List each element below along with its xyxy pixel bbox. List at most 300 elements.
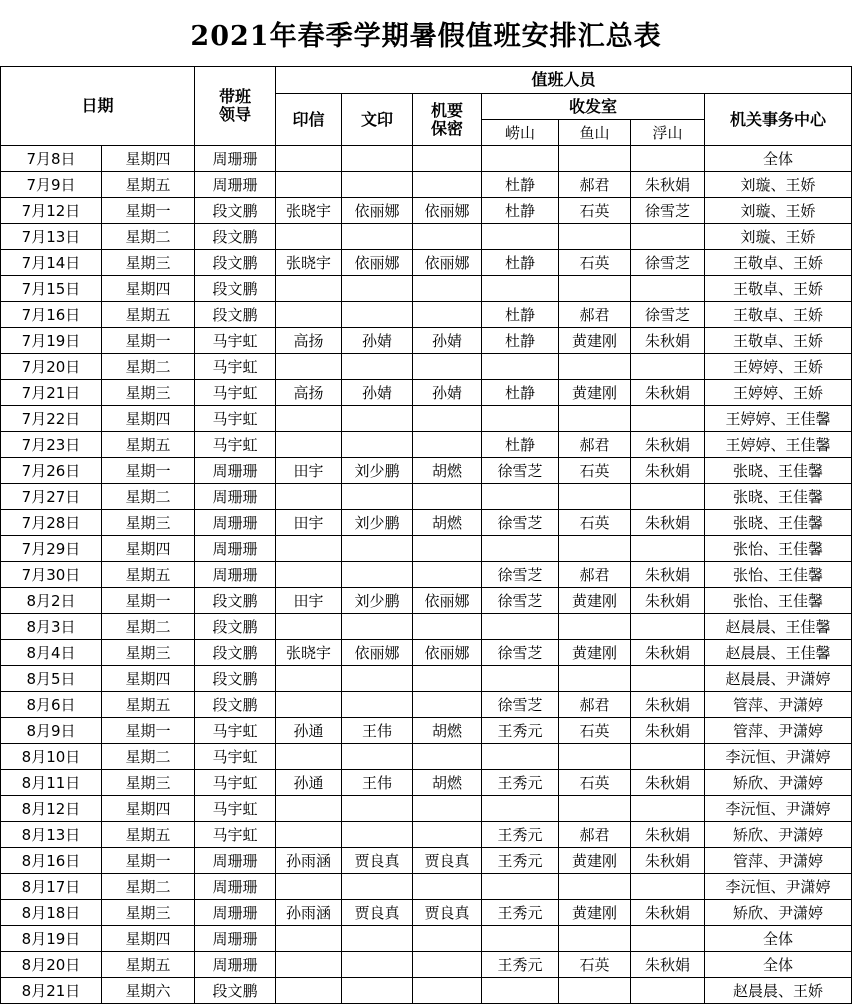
laoshan-cell — [482, 926, 559, 952]
wenyin-cell — [342, 926, 413, 952]
wenyin-cell — [342, 952, 413, 978]
fushan-cell: 朱秋娟 — [631, 172, 705, 198]
jiyao-cell — [413, 744, 482, 770]
jiyao-cell: 贾良真 — [413, 900, 482, 926]
wenyin-cell — [342, 146, 413, 172]
leader-cell: 段文鹏 — [195, 588, 276, 614]
wenyin-cell — [342, 354, 413, 380]
laoshan-cell — [482, 406, 559, 432]
date-header: 日期 — [1, 67, 195, 146]
fushan-cell — [631, 484, 705, 510]
leader-cell: 马宇虹 — [195, 380, 276, 406]
fushan-cell: 朱秋娟 — [631, 822, 705, 848]
jiyao-cell — [413, 952, 482, 978]
jiguan-cell: 王婷婷、王佳馨 — [705, 406, 852, 432]
wenyin-cell — [342, 276, 413, 302]
table-row — [1, 796, 852, 822]
laoshan-cell: 徐雪芝 — [482, 640, 559, 666]
weekday-cell: 星期四 — [102, 406, 195, 432]
yushan-cell: 石英 — [559, 250, 631, 276]
wenyin-cell — [342, 666, 413, 692]
jiguan-cell: 王敬卓、王娇 — [705, 250, 852, 276]
laoshan-cell — [482, 354, 559, 380]
jiyao-cell — [413, 796, 482, 822]
jiyao-cell: 贾良真 — [413, 848, 482, 874]
wenyin-cell — [342, 562, 413, 588]
jiguan-cell: 矫欣、尹潇婷 — [705, 822, 852, 848]
date-cell: 8月19日 — [1, 926, 102, 952]
yushan-cell: 郝君 — [559, 562, 631, 588]
jiguan-cell: 王敬卓、王娇 — [705, 276, 852, 302]
leader-cell: 马宇虹 — [195, 770, 276, 796]
leader-cell: 马宇虹 — [195, 822, 276, 848]
jiguan-cell: 张晓、王佳馨 — [705, 458, 852, 484]
weekday-cell: 星期三 — [102, 640, 195, 666]
weekday-cell: 星期一 — [102, 848, 195, 874]
yushan-cell: 石英 — [559, 952, 631, 978]
wenyin-cell — [342, 536, 413, 562]
leader-cell: 段文鹏 — [195, 224, 276, 250]
yushan-header: 鱼山 — [559, 120, 631, 146]
jiyao-header — [413, 94, 482, 146]
yinxin-cell: 张晓宇 — [276, 198, 342, 224]
laoshan-cell — [482, 796, 559, 822]
jiyao-cell: 依丽娜 — [413, 198, 482, 224]
laoshan-header: 崂山 — [482, 120, 559, 146]
yinxin-cell: 田宇 — [276, 510, 342, 536]
fushan-cell — [631, 614, 705, 640]
yushan-cell — [559, 666, 631, 692]
date-cell: 7月21日 — [1, 380, 102, 406]
date-cell: 8月11日 — [1, 770, 102, 796]
weekday-cell: 星期三 — [102, 250, 195, 276]
jiguan-cell: 矫欣、尹潇婷 — [705, 770, 852, 796]
date-cell: 8月6日 — [1, 692, 102, 718]
weekday-cell: 星期五 — [102, 952, 195, 978]
date-cell: 8月10日 — [1, 744, 102, 770]
wenyin-cell: 依丽娜 — [342, 640, 413, 666]
leader-cell: 马宇虹 — [195, 718, 276, 744]
fushan-cell — [631, 926, 705, 952]
laoshan-cell — [482, 614, 559, 640]
jiguan-cell: 全体 — [705, 146, 852, 172]
wenyin-cell — [342, 614, 413, 640]
table-row — [1, 692, 852, 718]
yinxin-cell — [276, 406, 342, 432]
fushan-cell — [631, 744, 705, 770]
wenyin-cell — [342, 406, 413, 432]
date-cell: 8月12日 — [1, 796, 102, 822]
yinxin-cell — [276, 744, 342, 770]
laoshan-cell: 王秀元 — [482, 952, 559, 978]
table-row — [1, 406, 852, 432]
fushan-cell: 徐雪芝 — [631, 302, 705, 328]
yinxin-cell — [276, 978, 342, 1004]
date-cell: 7月15日 — [1, 276, 102, 302]
leader-cell: 周珊珊 — [195, 458, 276, 484]
yinxin-cell: 田宇 — [276, 458, 342, 484]
table-row — [1, 588, 852, 614]
table-row — [1, 380, 852, 406]
yinxin-cell — [276, 926, 342, 952]
fushan-cell: 朱秋娟 — [631, 952, 705, 978]
weekday-cell: 星期五 — [102, 822, 195, 848]
jiyao-cell: 依丽娜 — [413, 250, 482, 276]
weekday-cell: 星期六 — [102, 978, 195, 1004]
yinxin-cell — [276, 614, 342, 640]
fushan-cell: 徐雪芝 — [631, 250, 705, 276]
weekday-cell: 星期五 — [102, 172, 195, 198]
leader-cell: 段文鹏 — [195, 640, 276, 666]
date-cell: 7月30日 — [1, 562, 102, 588]
table-row — [1, 952, 852, 978]
jiguan-cell: 张怡、王佳馨 — [705, 536, 852, 562]
fushan-cell: 朱秋娟 — [631, 380, 705, 406]
jiyao-cell — [413, 978, 482, 1004]
yinxin-cell — [276, 146, 342, 172]
laoshan-cell — [482, 978, 559, 1004]
jiyao-cell: 胡燃 — [413, 458, 482, 484]
weekday-cell: 星期一 — [102, 458, 195, 484]
table-row — [1, 978, 852, 1004]
staff-header: 值班人员 — [276, 67, 852, 94]
jiyao-cell — [413, 562, 482, 588]
fushan-cell: 朱秋娟 — [631, 770, 705, 796]
weekday-cell: 星期五 — [102, 302, 195, 328]
yushan-cell: 黄建刚 — [559, 328, 631, 354]
laoshan-cell — [482, 666, 559, 692]
wenyin-cell — [342, 224, 413, 250]
leader-cell: 段文鹏 — [195, 250, 276, 276]
jiyao-cell: 孙婧 — [413, 328, 482, 354]
laoshan-cell: 徐雪芝 — [482, 458, 559, 484]
wenyin-cell — [342, 978, 413, 1004]
jiguan-cell: 全体 — [705, 952, 852, 978]
laoshan-cell: 杜静 — [482, 250, 559, 276]
yinxin-cell — [276, 302, 342, 328]
weekday-cell: 星期二 — [102, 744, 195, 770]
yinxin-cell: 张晓宇 — [276, 250, 342, 276]
table-row — [1, 458, 852, 484]
leader-cell: 周珊珊 — [195, 848, 276, 874]
yushan-cell — [559, 536, 631, 562]
date-cell: 7月14日 — [1, 250, 102, 276]
weekday-cell: 星期三 — [102, 900, 195, 926]
yushan-cell — [559, 224, 631, 250]
jiyao-cell — [413, 926, 482, 952]
wenyin-cell: 刘少鹏 — [342, 458, 413, 484]
fushan-cell: 朱秋娟 — [631, 848, 705, 874]
yinxin-cell: 孙雨涵 — [276, 848, 342, 874]
fushan-cell — [631, 276, 705, 302]
jiguan-cell: 张晓、王佳馨 — [705, 484, 852, 510]
wenyin-cell — [342, 302, 413, 328]
laoshan-cell — [482, 146, 559, 172]
wenyin-cell: 依丽娜 — [342, 198, 413, 224]
wenyin-cell — [342, 432, 413, 458]
table-row — [1, 510, 852, 536]
jiyao-cell: 胡燃 — [413, 510, 482, 536]
table-row — [1, 172, 852, 198]
weekday-cell: 星期四 — [102, 146, 195, 172]
table-row — [1, 640, 852, 666]
leader-cell: 周珊珊 — [195, 536, 276, 562]
weekday-cell: 星期五 — [102, 432, 195, 458]
jiguan-cell: 刘璇、王娇 — [705, 224, 852, 250]
date-cell: 7月19日 — [1, 328, 102, 354]
date-cell: 8月3日 — [1, 614, 102, 640]
leader-cell: 周珊珊 — [195, 562, 276, 588]
yushan-cell: 石英 — [559, 510, 631, 536]
jiguan-cell: 张怡、王佳馨 — [705, 562, 852, 588]
yushan-cell: 郝君 — [559, 172, 631, 198]
table-row — [1, 848, 852, 874]
yushan-cell: 黄建刚 — [559, 380, 631, 406]
jiguan-cell: 李沅恒、尹潇婷 — [705, 796, 852, 822]
jiguan-cell: 刘璇、王娇 — [705, 172, 852, 198]
date-cell: 7月29日 — [1, 536, 102, 562]
table-row — [1, 926, 852, 952]
date-cell: 7月22日 — [1, 406, 102, 432]
yinxin-cell — [276, 822, 342, 848]
jiyao-cell — [413, 146, 482, 172]
yinxin-cell: 高扬 — [276, 328, 342, 354]
wenyin-cell — [342, 172, 413, 198]
weekday-cell: 星期二 — [102, 874, 195, 900]
yinxin-cell — [276, 484, 342, 510]
wenyin-cell: 刘少鹏 — [342, 588, 413, 614]
yushan-cell — [559, 276, 631, 302]
fushan-cell: 朱秋娟 — [631, 562, 705, 588]
leader-cell: 周珊珊 — [195, 952, 276, 978]
leader-cell: 周珊珊 — [195, 484, 276, 510]
leader-cell: 马宇虹 — [195, 796, 276, 822]
header-row-1 — [1, 67, 852, 94]
laoshan-cell: 王秀元 — [482, 770, 559, 796]
jiguan-cell: 赵晨晨、王娇 — [705, 978, 852, 1004]
jiyao-cell: 孙婧 — [413, 380, 482, 406]
date-cell: 7月8日 — [1, 146, 102, 172]
fushan-cell — [631, 874, 705, 900]
leader-cell: 段文鹏 — [195, 276, 276, 302]
jiyao-cell — [413, 874, 482, 900]
date-cell: 7月13日 — [1, 224, 102, 250]
yinxin-cell — [276, 172, 342, 198]
yinxin-cell — [276, 276, 342, 302]
jiyao-cell — [413, 822, 482, 848]
table-row — [1, 770, 852, 796]
jiguan-cell: 王敬卓、王娇 — [705, 302, 852, 328]
shoufa-header: 收发室 — [482, 94, 705, 120]
leader-cell: 段文鹏 — [195, 978, 276, 1004]
weekday-cell: 星期一 — [102, 198, 195, 224]
jiguan-cell: 全体 — [705, 926, 852, 952]
leader-cell: 马宇虹 — [195, 328, 276, 354]
yushan-cell: 黄建刚 — [559, 588, 631, 614]
page-title: 2021年春季学期暑假值班安排汇总表 — [190, 20, 662, 52]
fushan-cell — [631, 666, 705, 692]
wenyin-cell: 刘少鹏 — [342, 510, 413, 536]
fushan-cell: 朱秋娟 — [631, 900, 705, 926]
laoshan-cell: 杜静 — [482, 432, 559, 458]
yushan-cell — [559, 796, 631, 822]
laoshan-cell: 杜静 — [482, 302, 559, 328]
laoshan-cell: 王秀元 — [482, 848, 559, 874]
fushan-header: 浮山 — [631, 120, 705, 146]
yushan-cell: 石英 — [559, 718, 631, 744]
jiyao-cell: 依丽娜 — [413, 640, 482, 666]
wenyin-cell — [342, 744, 413, 770]
fushan-cell — [631, 796, 705, 822]
leader-cell: 周珊珊 — [195, 874, 276, 900]
jiyao-cell — [413, 406, 482, 432]
weekday-cell: 星期二 — [102, 354, 195, 380]
weekday-cell: 星期四 — [102, 536, 195, 562]
laoshan-cell — [482, 536, 559, 562]
weekday-cell: 星期五 — [102, 562, 195, 588]
date-cell: 7月16日 — [1, 302, 102, 328]
leader-header-text: 带班领导 — [219, 87, 252, 124]
laoshan-cell — [482, 276, 559, 302]
weekday-cell: 星期四 — [102, 666, 195, 692]
laoshan-cell — [482, 874, 559, 900]
table-row — [1, 432, 852, 458]
fushan-cell: 徐雪芝 — [631, 198, 705, 224]
yushan-cell: 郝君 — [559, 692, 631, 718]
jiyao-cell — [413, 536, 482, 562]
jiguan-cell: 张晓、王佳馨 — [705, 510, 852, 536]
yinxin-cell — [276, 874, 342, 900]
jiguan-cell: 王婷婷、王娇 — [705, 380, 852, 406]
table-row — [1, 614, 852, 640]
date-cell: 7月27日 — [1, 484, 102, 510]
date-cell: 7月28日 — [1, 510, 102, 536]
yinxin-cell — [276, 952, 342, 978]
fushan-cell: 朱秋娟 — [631, 432, 705, 458]
jiyao-cell — [413, 432, 482, 458]
jiguan-cell: 李沅恒、尹潇婷 — [705, 874, 852, 900]
fushan-cell: 朱秋娟 — [631, 692, 705, 718]
leader-cell: 周珊珊 — [195, 146, 276, 172]
table-row — [1, 744, 852, 770]
laoshan-cell: 徐雪芝 — [482, 588, 559, 614]
leader-header — [195, 67, 276, 146]
wenyin-cell: 王伟 — [342, 718, 413, 744]
yushan-cell — [559, 146, 631, 172]
jiyao-cell — [413, 614, 482, 640]
jiyao-cell — [413, 692, 482, 718]
yinxin-cell — [276, 692, 342, 718]
date-cell: 8月2日 — [1, 588, 102, 614]
fushan-cell: 朱秋娟 — [631, 640, 705, 666]
jiyao-cell — [413, 302, 482, 328]
jiyao-cell — [413, 276, 482, 302]
yinxin-cell: 高扬 — [276, 380, 342, 406]
yinxin-cell: 田宇 — [276, 588, 342, 614]
yushan-cell: 石英 — [559, 198, 631, 224]
leader-cell: 段文鹏 — [195, 666, 276, 692]
leader-cell: 段文鹏 — [195, 198, 276, 224]
fushan-cell: 朱秋娟 — [631, 458, 705, 484]
leader-cell: 段文鹏 — [195, 614, 276, 640]
fushan-cell: 朱秋娟 — [631, 588, 705, 614]
table-row — [1, 562, 852, 588]
yushan-cell: 郝君 — [559, 432, 631, 458]
wenyin-header: 文印 — [342, 94, 413, 146]
fushan-cell: 朱秋娟 — [631, 718, 705, 744]
jiguan-cell: 管萍、尹潇婷 — [705, 692, 852, 718]
jiyao-cell — [413, 224, 482, 250]
weekday-cell: 星期一 — [102, 718, 195, 744]
laoshan-cell: 王秀元 — [482, 900, 559, 926]
yushan-cell: 黄建刚 — [559, 848, 631, 874]
yinxin-cell — [276, 796, 342, 822]
weekday-cell: 星期五 — [102, 692, 195, 718]
table-row — [1, 146, 852, 172]
yinxin-header: 印信 — [276, 94, 342, 146]
table-row — [1, 250, 852, 276]
yinxin-cell — [276, 536, 342, 562]
weekday-cell: 星期一 — [102, 328, 195, 354]
jiyao-cell: 胡燃 — [413, 770, 482, 796]
jiguan-cell: 刘璇、王娇 — [705, 198, 852, 224]
jiguan-cell: 王敬卓、王娇 — [705, 328, 852, 354]
wenyin-cell: 贾良真 — [342, 900, 413, 926]
jiyao-cell — [413, 354, 482, 380]
date-cell: 8月20日 — [1, 952, 102, 978]
table-row — [1, 276, 852, 302]
fushan-cell — [631, 406, 705, 432]
weekday-cell: 星期二 — [102, 614, 195, 640]
yinxin-cell: 孙通 — [276, 770, 342, 796]
date-cell: 7月26日 — [1, 458, 102, 484]
yushan-cell — [559, 484, 631, 510]
jiguan-header: 机关事务中心 — [705, 94, 852, 146]
duty-schedule-table — [0, 66, 852, 1004]
laoshan-cell: 杜静 — [482, 198, 559, 224]
laoshan-cell: 徐雪芝 — [482, 692, 559, 718]
date-cell: 7月20日 — [1, 354, 102, 380]
weekday-cell: 星期二 — [102, 484, 195, 510]
laoshan-cell: 杜静 — [482, 172, 559, 198]
yushan-cell: 石英 — [559, 770, 631, 796]
jiguan-cell: 王婷婷、王佳馨 — [705, 432, 852, 458]
leader-cell: 周珊珊 — [195, 510, 276, 536]
leader-cell: 马宇虹 — [195, 744, 276, 770]
laoshan-cell: 王秀元 — [482, 718, 559, 744]
wenyin-cell: 孙婧 — [342, 380, 413, 406]
wenyin-cell — [342, 874, 413, 900]
laoshan-cell: 王秀元 — [482, 822, 559, 848]
yushan-cell — [559, 614, 631, 640]
table-row — [1, 302, 852, 328]
fushan-cell — [631, 536, 705, 562]
table-row — [1, 328, 852, 354]
yinxin-cell — [276, 354, 342, 380]
yinxin-cell: 张晓宇 — [276, 640, 342, 666]
weekday-cell: 星期一 — [102, 588, 195, 614]
date-cell: 8月5日 — [1, 666, 102, 692]
date-cell: 8月9日 — [1, 718, 102, 744]
table-row — [1, 822, 852, 848]
jiguan-cell: 李沅恒、尹潇婷 — [705, 744, 852, 770]
wenyin-cell: 孙婧 — [342, 328, 413, 354]
jiguan-cell: 赵晨晨、王佳馨 — [705, 640, 852, 666]
laoshan-cell: 徐雪芝 — [482, 562, 559, 588]
table-row — [1, 666, 852, 692]
jiguan-cell: 管萍、尹潇婷 — [705, 718, 852, 744]
fushan-cell: 朱秋娟 — [631, 328, 705, 354]
